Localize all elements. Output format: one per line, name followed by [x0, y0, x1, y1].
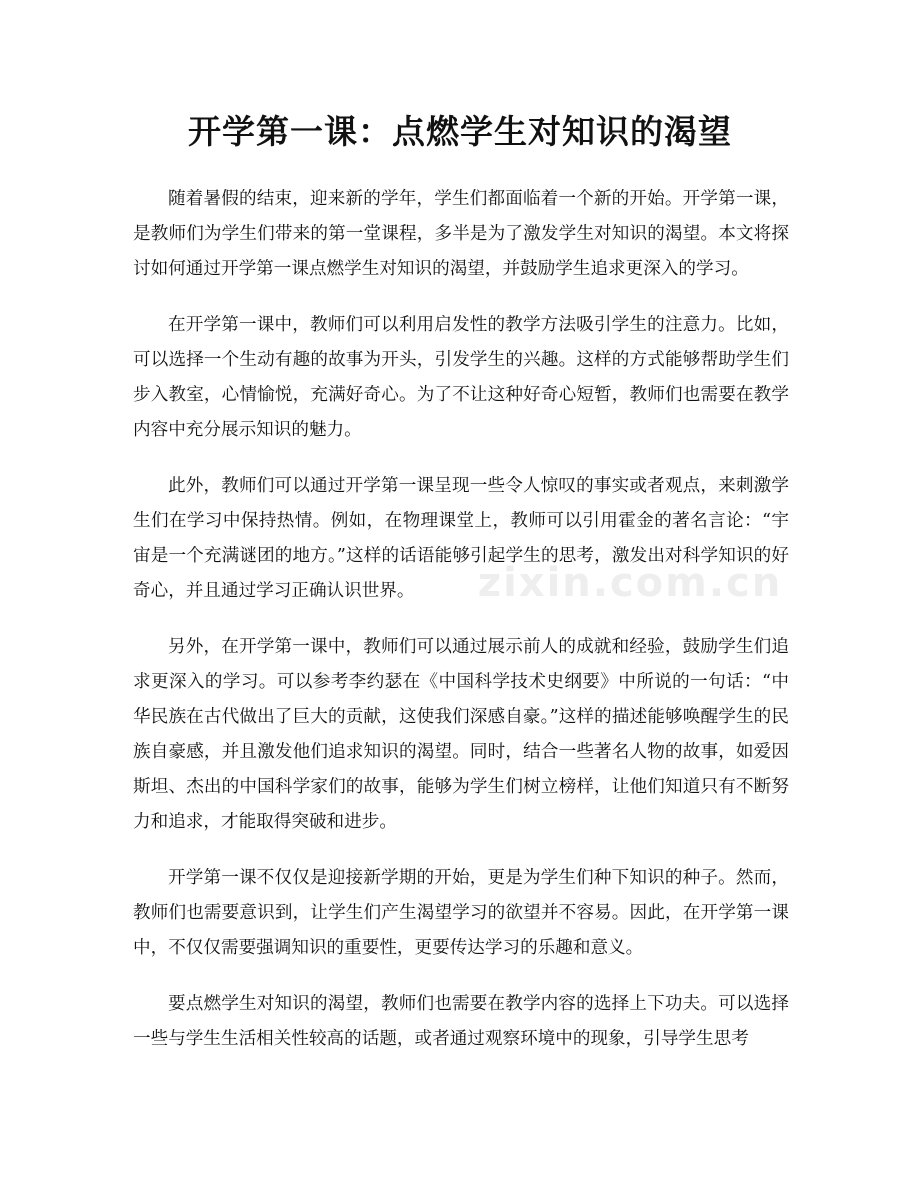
paragraph: 开学第一课不仅仅是迎接新学期的开始，更是为学生们种下知识的种子。然而，教师们也需要意识到，让学生们产生渴望学习的欲望并不容易。因此，在开学第一课中，不仅仅需要强调知识的重要性，更要传达学习的乐趣和意义。	[133, 868, 789, 958]
document-title: 开学第一课：点燃学生对知识的渴望	[188, 112, 732, 151]
paragraph: 随着暑假的结束，迎来新的学年，学生们都面临着一个新的开始。开学第一课，是教师们为学生们带来的第一堂课程，多半是为了激发学生对知识的渴望。本文将探讨如何通过开学第一课点燃学生对知识的渴望，并鼓励学生追求更深入的学习。	[133, 189, 789, 279]
paragraph: 在开学第一课中，教师们可以利用启发性的教学方法吸引学生的注意力。比如，可以选择一个生动有趣的故事为开头，引发学生的兴趣。这样的方式能够帮助学生们步入教室，心情愉悦，充满好奇心。为了不让这种好奇心短暂，教师们也需要在教学内容中充分展示知识的魅力。	[133, 315, 789, 440]
document-body	[133, 182, 789, 1078]
paragraph: 此外，教师们可以通过开学第一课呈现一些令人惊叹的事实或者观点，来刺激学生们在学习中保持热情。例如，在物理课堂上，教师可以引用霍金的著名言论：“宇宙是一个充满谜团的地方。”这样的话语能够引起学生的思考，激发出对科学知识的好奇心，并且通过学习正确认识世界。	[133, 476, 789, 601]
paragraph: 另外，在开学第一课中，教师们可以通过展示前人的成就和经验，鼓励学生们追求更深入的学习。可以参考李约瑟在《中国科学技术史纲要》中所说的一句话：“中华民族在古代做出了巨大的贡献，这使我们深感自豪。”这样的描述能够唤醒学生的民族自豪感，并且激发他们追求知识的渴望。同时，结合一些著名人物的故事，如爱因斯坦、杰出的中国科学家们的故事，能够为学生们树立榜样，让他们知道只有不断努力和追求，才能取得突破和进步。	[133, 637, 789, 832]
paragraph: 要点燃学生对知识的渴望，教师们也需要在教学内容的选择上下功夫。可以选择一些与学生生活相关性较高的话题，或者通过观察环境中的现象，引导学生思考	[133, 994, 789, 1049]
watermark: zixin.com.cn	[477, 560, 783, 606]
